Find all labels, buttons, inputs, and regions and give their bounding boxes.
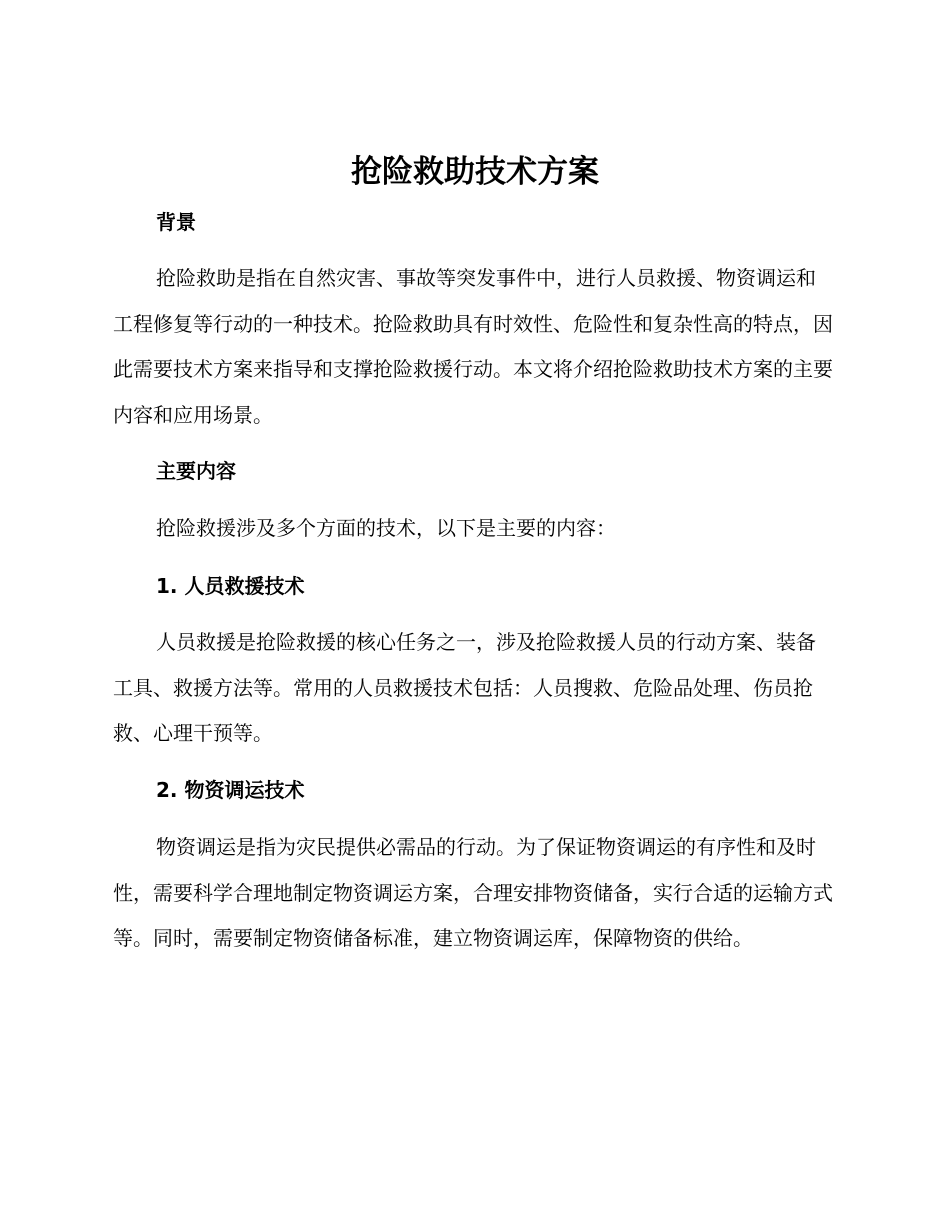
section-heading-material-transport: 2. 物资调运技术 [156,778,305,802]
paragraph-background: 抢险救助是指在自然灾害、事故等突发事件中，进行人员救援、物资调运和工程修复等行动的一种技术。抢险救助具有时效性、危险性和复杂性高的特点，因此需要技术方案来指导和支撑抢险救援行动。本文将介绍抢险救助技术方案的主要内容和应用场景。 [113,266,833,427]
document-title: 抢险救助技术方案 [351,154,599,190]
paragraph-personnel-rescue: 人员救援是抢险救援的核心任务之一，涉及抢险救援人员的行动方案、装备工具、救援方法等。常用的人员救援技术包括：人员搜救、危险品处理、伤员抢救、心理干预等。 [113,630,816,745]
section-heading-background: 背景 [156,210,196,234]
section-heading-personnel-rescue: 1. 人员救援技术 [156,574,305,598]
paragraph-main-content: 抢险救援涉及多个方面的技术，以下是主要的内容： [156,516,616,540]
paragraph-material-transport: 物资调运是指为灾民提供必需品的行动。为了保证物资调运的有序性和及时性，需要科学合理地制定物资调运方案，合理安排物资储备，实行合适的运输方式等。同时，需要制定物资储备标准，建立物资调运库，保障物资的供给。 [113,835,833,950]
section-heading-main-content: 主要内容 [156,459,236,483]
